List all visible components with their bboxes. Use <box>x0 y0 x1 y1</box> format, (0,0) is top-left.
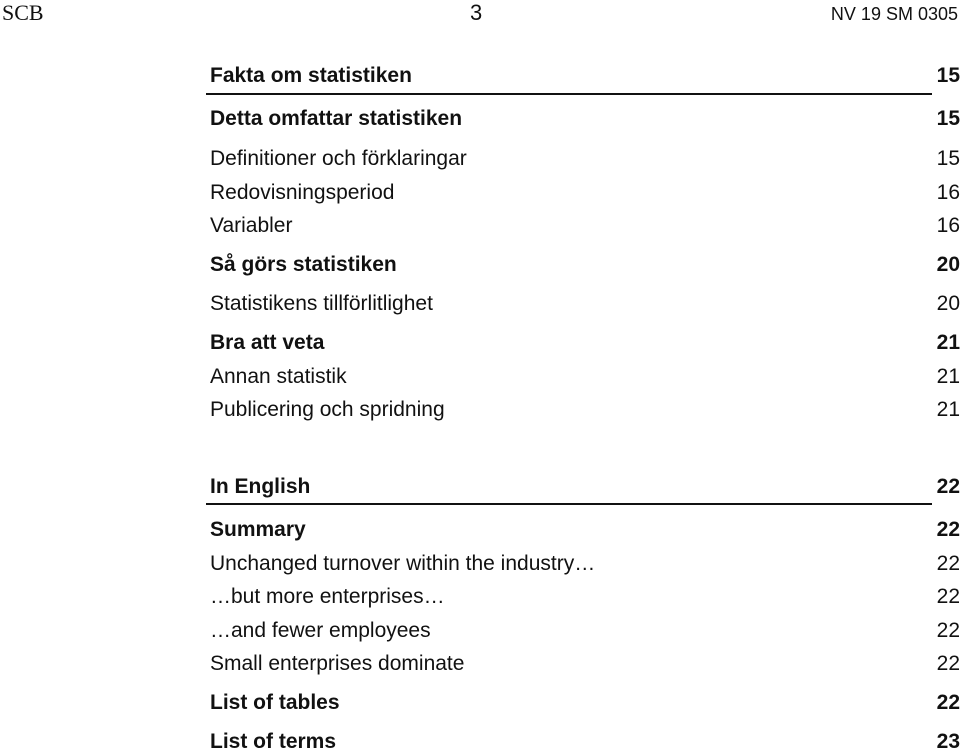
toc-entry-page: 21 <box>936 331 960 354</box>
toc-entry-title: Bra att veta <box>210 331 325 354</box>
toc-entry-title: Så görs statistiken <box>210 253 397 276</box>
toc-entry[interactable] <box>210 618 960 644</box>
toc-entry[interactable] <box>210 364 960 390</box>
toc-entry-page: 16 <box>936 181 960 204</box>
toc-entry-title: Summary <box>210 518 306 541</box>
toc-entry[interactable] <box>210 180 960 206</box>
document-code: NV 19 SM 0305 <box>830 4 958 24</box>
toc-entry-title: Publicering och spridning <box>210 398 445 421</box>
toc-entry-page: 15 <box>936 64 960 87</box>
toc-entry[interactable] <box>210 551 960 577</box>
toc-entry[interactable] <box>210 146 960 172</box>
toc-entry-page: 22 <box>936 619 960 642</box>
toc-entry[interactable] <box>210 252 960 278</box>
toc-entry-title: List of tables <box>210 691 340 714</box>
toc-entry[interactable] <box>210 291 960 317</box>
section-divider <box>206 93 932 95</box>
toc-entry-title: Fakta om statistiken <box>210 64 412 87</box>
toc-entry-title: …and fewer employees <box>210 619 431 642</box>
toc-entry-title: List of terms <box>210 730 337 753</box>
toc-entry-page: 21 <box>936 398 960 421</box>
toc-entry-title: Redovisningsperiod <box>210 181 395 204</box>
toc-entry-page: 22 <box>936 691 960 714</box>
toc-entry-page: 15 <box>936 147 960 170</box>
toc-entry[interactable] <box>210 213 960 239</box>
page-number: 3 <box>470 0 483 25</box>
toc-entry[interactable] <box>210 584 960 610</box>
toc-entry-page: 20 <box>936 253 960 276</box>
toc-entry[interactable] <box>210 330 960 356</box>
toc-entry-page: 22 <box>936 518 960 541</box>
toc-entry-page: 22 <box>936 652 960 675</box>
section-divider <box>206 503 932 505</box>
toc-entry-title: Variabler <box>210 214 293 237</box>
toc-entry-page: 15 <box>936 107 960 130</box>
toc-entry[interactable] <box>210 63 960 89</box>
toc-entry-title: Annan statistik <box>210 365 347 388</box>
toc-entry-title: Definitioner och förklaringar <box>210 147 467 170</box>
toc-entry[interactable] <box>210 106 960 132</box>
toc-entry-title: In English <box>210 475 311 498</box>
toc-entry-title: Detta omfattar statistiken <box>210 107 463 130</box>
toc-entry[interactable] <box>210 474 960 500</box>
toc-entry-title: Unchanged turnover within the industry… <box>210 552 596 575</box>
toc-entry[interactable] <box>210 651 960 677</box>
toc-entry-page: 21 <box>936 365 960 388</box>
toc-entry-page: 22 <box>936 585 960 608</box>
toc-entry-title: …but more enterprises… <box>210 585 445 608</box>
toc-entry-page: 23 <box>936 730 960 753</box>
toc-entry-page: 22 <box>936 475 960 498</box>
toc-entry[interactable] <box>210 729 960 755</box>
toc-entry[interactable] <box>210 690 960 716</box>
toc-entry[interactable] <box>210 517 960 543</box>
toc-entry-title: Statistikens tillförlitlighet <box>210 292 433 315</box>
toc-entry-page: 20 <box>936 292 960 315</box>
toc-entry-title: Small enterprises dominate <box>210 652 465 675</box>
table-of-contents <box>210 0 960 756</box>
publisher-label: SCB <box>2 0 44 25</box>
toc-entry-page: 16 <box>936 214 960 237</box>
toc-entry-page: 22 <box>936 552 960 575</box>
toc-entry[interactable] <box>210 397 960 423</box>
